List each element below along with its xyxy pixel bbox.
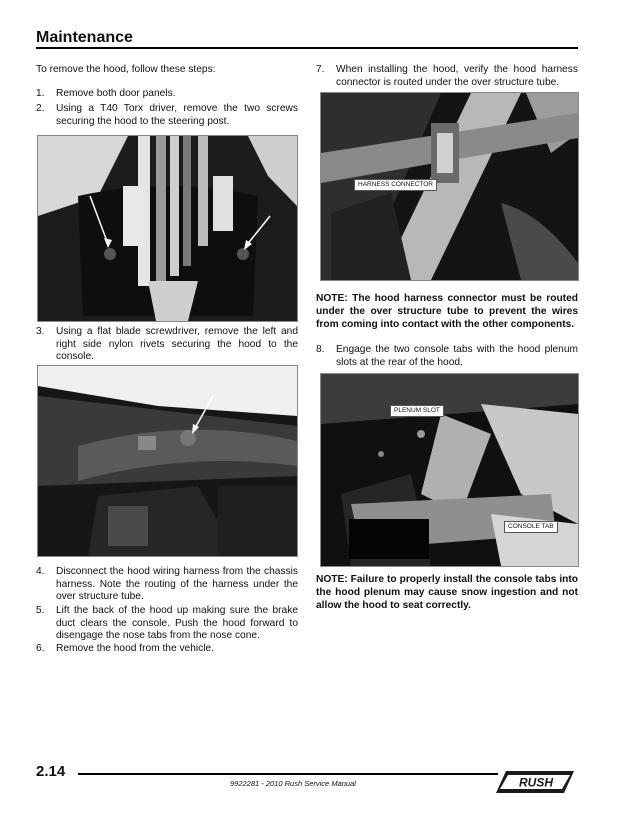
step-number: 8. bbox=[316, 344, 325, 355]
intro-text: To remove the hood, follow these steps: bbox=[36, 64, 216, 75]
step-number: 4. bbox=[36, 566, 45, 577]
step-text: Using a flat blade screwdriver, remove the left and right side nylon rivets securing the hood to the console. bbox=[56, 326, 298, 363]
step-text: Disconnect the hood wiring harness from the chassis harness. Note the routing of the harness under the over structure tube. bbox=[56, 566, 298, 603]
list-item-step-1 bbox=[36, 88, 298, 101]
photo-console-tabs bbox=[320, 373, 579, 567]
callout-plenum-slot: PLENUM SLOT bbox=[390, 405, 444, 417]
step-text: Lift the back of the hood up making sure the brake duct clears the console. Push the hood forward to disengage the nose tabs from the nose cone. bbox=[56, 605, 298, 642]
list-item-step-8 bbox=[316, 344, 578, 369]
step-number: 7. bbox=[316, 64, 325, 75]
list-item-step-2 bbox=[36, 103, 298, 128]
note-harness-routing: NOTE: The hood harness connector must be routed under the over structure tube to prevent the wires from coming into contact with the other components. bbox=[316, 293, 578, 330]
callout-console-tab: CONSOLE TAB bbox=[504, 521, 558, 533]
list-item-step-3 bbox=[36, 326, 298, 364]
list-item-step-4 bbox=[36, 566, 298, 604]
page-section-title: Maintenance bbox=[36, 29, 133, 46]
step-text: Remove both door panels. bbox=[56, 88, 176, 99]
step-number: 3. bbox=[36, 326, 45, 337]
note-console-tabs: NOTE: Failure to properly install the console tabs into the hood plenum may cause snow ingestion and not allow the hood to seat correctly. bbox=[316, 574, 578, 611]
step-text: Using a T40 Torx driver, remove the two screws securing the hood to the steering post. bbox=[56, 103, 298, 127]
manual-reference: 9922281 - 2010 Rush Service Manual bbox=[230, 779, 356, 788]
photo-harness-connector bbox=[320, 92, 579, 281]
header-rule bbox=[36, 47, 578, 49]
step-text: Remove the hood from the vehicle. bbox=[56, 643, 214, 654]
step-text: Engage the two console tabs with the hood plenum slots at the rear of the hood. bbox=[336, 344, 578, 368]
footer-rule bbox=[78, 773, 498, 775]
page-number: 2.14 bbox=[36, 763, 66, 780]
step-number: 6. bbox=[36, 643, 45, 654]
rush-logo bbox=[492, 767, 578, 797]
photo-steering-post-screws bbox=[37, 135, 298, 322]
list-item-step-7 bbox=[316, 64, 578, 89]
step-text: When installing the hood, verify the hood harness connector is routed under the over structure tube. bbox=[336, 64, 578, 88]
step-number: 1. bbox=[36, 88, 45, 99]
callout-harness-connector: HARNESS CONNECTOR bbox=[354, 179, 437, 191]
step-number: 5. bbox=[36, 605, 45, 616]
photo-nylon-rivets bbox=[37, 365, 298, 557]
list-item-step-5 bbox=[36, 605, 298, 643]
step-number: 2. bbox=[36, 103, 45, 114]
list-item-step-6 bbox=[36, 643, 298, 656]
logo-text: RUSH bbox=[518, 775, 554, 790]
